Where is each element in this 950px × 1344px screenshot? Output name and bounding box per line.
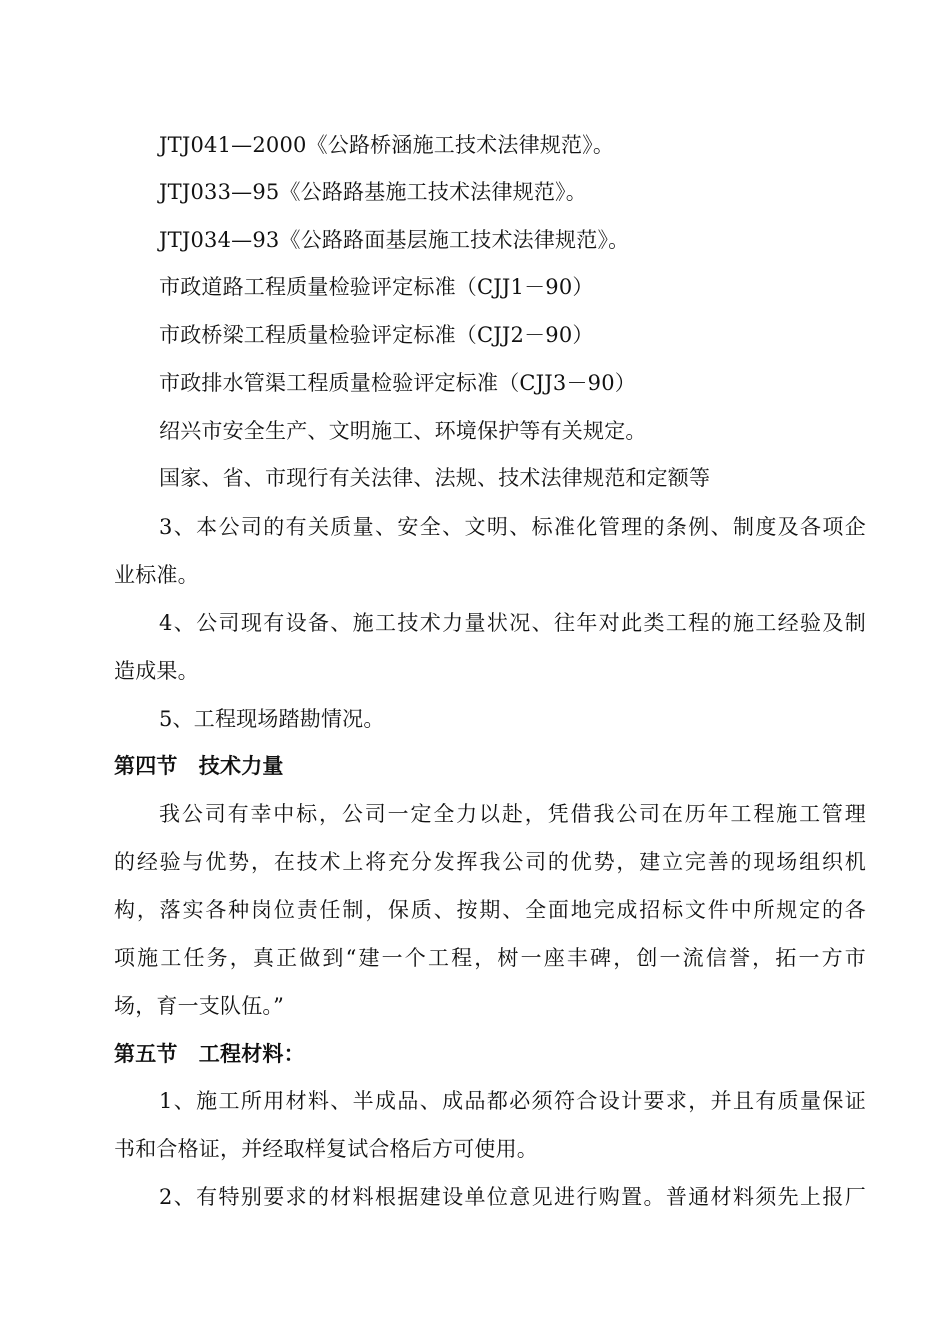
- standard-line-1: JTJ041—2000《公路桥涵施工技术法律规范》。: [159, 133, 615, 157]
- section4-line1: 我公司有幸中标，公司一定全力以赴，凭借我公司在历年工程施工管理: [159, 802, 866, 826]
- standard-line-7: 绍兴市安全生产、文明施工、环境保护等有关规定。: [159, 419, 647, 443]
- section4-heading: 第四节 技术力量: [114, 754, 284, 778]
- item3-line1: 3、本公司的有关质量、安全、文明、标准化管理的条例、制度及各项企: [159, 515, 866, 539]
- standard-line-2: JTJ033—95《公路路基施工技术法律规范》。: [159, 180, 587, 204]
- section4-line5: 场，育一支队伍。”: [114, 994, 285, 1018]
- standard-line-4: 市政道路工程质量检验评定标准（CJJ1－90）: [159, 275, 594, 299]
- standard-line-8: 国家、省、市现行有关法律、法规、技术法律规范和定额等: [159, 466, 711, 490]
- section4-line3: 构，落实各种岗位责任制，保质、按期、全面地完成招标文件中所规定的各: [114, 898, 866, 922]
- section4-line4: 项施工任务，真正做到“建一个工程，树一座丰碑，创一流信誉，拓一方市: [114, 946, 866, 970]
- section5-item1-line2: 书和合格证，并经取样复试合格后方可使用。: [114, 1137, 538, 1161]
- item3-line2: 业标准。: [114, 563, 199, 587]
- section5-item1-line1: 1、施工所用材料、半成品、成品都必须符合设计要求，并且有质量保证: [159, 1089, 866, 1113]
- standard-line-3: JTJ034—93《公路路面基层施工技术法律规范》。: [159, 228, 630, 252]
- section4-line2: 的经验与优势，在技术上将充分发挥我公司的优势，建立完善的现场组织机: [114, 850, 866, 874]
- section5-heading: 第五节 工程材料：: [114, 1042, 305, 1066]
- standard-line-5: 市政桥梁工程质量检验评定标准（CJJ2－90）: [159, 323, 594, 347]
- standard-line-6: 市政排水管渠工程质量检验评定标准（CJJ3－90）: [159, 371, 636, 395]
- item4-line2: 造成果。: [114, 659, 199, 683]
- item5-line: 5、工程现场踏勘情况。: [159, 707, 385, 731]
- item4-line1: 4、公司现有设备、施工技术力量状况、往年对此类工程的施工经验及制: [159, 611, 866, 635]
- section5-item2-line1: 2、有特别要求的材料根据建设单位意见进行购置。普通材料须先上报厂: [159, 1185, 866, 1209]
